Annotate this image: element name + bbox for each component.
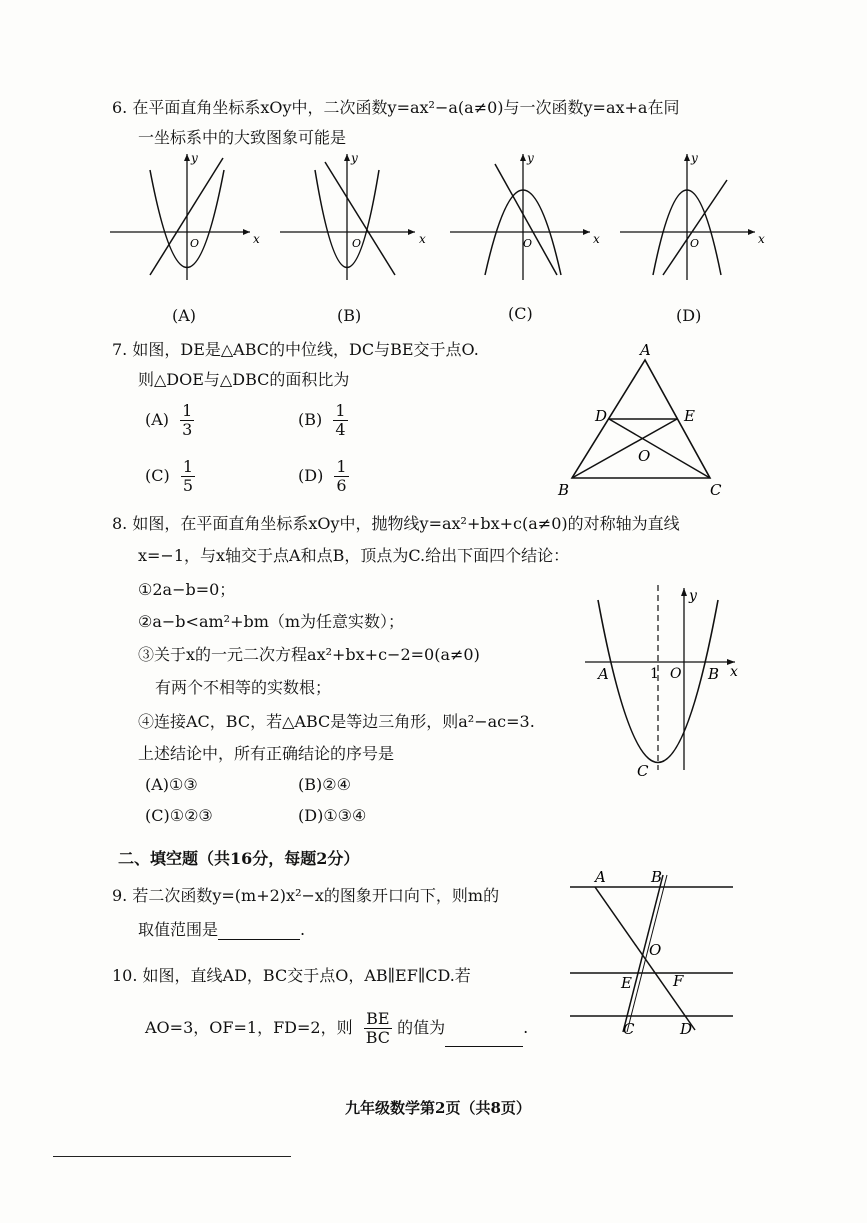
q10-figure bbox=[565, 860, 740, 1040]
q8-line2: x=−1，与x轴交于点A和点B，顶点为C.给出下面四个结论： bbox=[138, 546, 570, 565]
q7-option-b-fraction: $\frac{1}{4}$ bbox=[335, 401, 346, 439]
q10-point-c: C bbox=[623, 1020, 635, 1038]
q7-text-line1: 如图，DE是△ABC的中位线，DC与BE交于点O. bbox=[132, 340, 479, 359]
q6-label-a: (A) bbox=[172, 306, 197, 325]
q9-number: 9. bbox=[112, 886, 128, 905]
q10-text-line1: 如图，直线AD，BC交于点O，AB∥EF∥CD.若 bbox=[142, 966, 471, 985]
q6-d-x-label: x bbox=[758, 232, 765, 246]
q9-end: . bbox=[300, 920, 306, 939]
q6-c-y-label: y bbox=[527, 151, 534, 165]
q8-point-a: A bbox=[598, 665, 609, 683]
q10-point-e: E bbox=[621, 974, 632, 992]
q8-point-c: C bbox=[637, 762, 649, 780]
q7-option-d-label: (D) bbox=[298, 466, 324, 485]
q7-point-d: D bbox=[595, 407, 608, 425]
q8-conclusion-3a: ③关于x的一元二次方程ax²+bx+c−2=0(a≠0) bbox=[138, 645, 480, 664]
q10-point-o: O bbox=[649, 941, 662, 959]
q10-fraction: $\frac{BE}{BC}$ bbox=[365, 1009, 390, 1047]
section2-title: 二、填空题（共16分，每题2分） bbox=[118, 849, 360, 868]
q6-line2: 一坐标系中的大致图象可能是 bbox=[138, 128, 347, 147]
q7-option-d bbox=[298, 458, 349, 495]
q6-text-line1: 在平面直角坐标系xOy中，二次函数y=ax²−a(a≠0)与一次函数y=ax+a在同 bbox=[132, 98, 680, 117]
q8-origin: O bbox=[670, 666, 682, 682]
q6-label-c: (C) bbox=[508, 304, 533, 323]
q8-tick-label: 1 bbox=[650, 666, 659, 682]
q7-point-o: O bbox=[638, 447, 651, 465]
q10-answer-blank[interactable] bbox=[445, 1030, 523, 1047]
q6-a-origin: O bbox=[190, 237, 200, 250]
q7-option-b-label: (B) bbox=[298, 410, 323, 429]
q8-text-line1: 如图，在平面直角坐标系xOy中，抛物线y=ax²+bx+c(a≠0)的对称轴为直线 bbox=[132, 514, 680, 533]
q7-point-e: E bbox=[684, 407, 695, 425]
q9-text-line2: 取值范围是 bbox=[138, 920, 219, 939]
q8-option-a: (A)①③ bbox=[145, 775, 198, 794]
q8-conclusion-3b: 有两个不相等的实数根； bbox=[155, 678, 332, 697]
q6-d-y-label: y bbox=[691, 151, 698, 165]
q6-b-origin: O bbox=[352, 237, 362, 250]
q8-option-b: (B)②④ bbox=[298, 775, 351, 794]
q10-line2 bbox=[145, 1010, 528, 1047]
q9-line1 bbox=[112, 886, 499, 906]
q10-text-line2b: 的值为 bbox=[397, 1018, 446, 1037]
q7-option-d-fraction: $\frac{1}{6}$ bbox=[336, 457, 347, 495]
q8-number: 8. bbox=[112, 514, 128, 533]
q7-option-a-fraction: $\frac{1}{3}$ bbox=[182, 401, 193, 439]
q10-point-f: F bbox=[673, 972, 684, 990]
q7-number: 7. bbox=[112, 340, 128, 359]
q8-question: 上述结论中，所有正确结论的序号是 bbox=[138, 744, 395, 763]
q10-text-line2a: AO=3，OF=1，FD=2，则 bbox=[145, 1018, 353, 1037]
q6-a-x-label: x bbox=[253, 232, 260, 246]
q7-point-b: B bbox=[558, 481, 570, 499]
q6-d-origin: O bbox=[690, 237, 700, 250]
q7-option-a-label: (A) bbox=[145, 410, 170, 429]
q10-point-a: A bbox=[595, 868, 606, 886]
q9-line2 bbox=[138, 920, 305, 940]
q10-point-d: D bbox=[680, 1020, 693, 1038]
q9-answer-blank[interactable] bbox=[218, 923, 300, 940]
q7-line1 bbox=[112, 340, 479, 360]
q8-y-label: y bbox=[689, 588, 697, 604]
q10-line1 bbox=[112, 966, 471, 986]
q6-a-y-label: y bbox=[191, 151, 198, 165]
q6-b-y-label: y bbox=[351, 151, 358, 165]
q6-graph-b bbox=[275, 150, 430, 285]
q8-x-label: x bbox=[730, 664, 738, 680]
q8-conclusion-2: ②a−b<am²+bm（m为任意实数）； bbox=[138, 612, 405, 631]
q7-option-c-fraction: $\frac{1}{5}$ bbox=[182, 457, 194, 495]
q6-graph-d bbox=[615, 150, 770, 285]
q7-point-a: A bbox=[640, 341, 651, 359]
q10-number: 10. bbox=[112, 966, 138, 985]
q6-c-x-label: x bbox=[593, 232, 600, 246]
q7-option-c bbox=[145, 458, 195, 495]
q10-point-b: B bbox=[651, 868, 663, 886]
q6-number: 6. bbox=[112, 98, 128, 117]
q6-label-b: (B) bbox=[337, 306, 362, 325]
q8-conclusion-1: ①2a−b=0； bbox=[138, 580, 236, 599]
q8-conclusion-4: ④连接AC，BC，若△ABC是等边三角形，则a²−ac=3. bbox=[138, 712, 535, 731]
q7-option-c-label: (C) bbox=[145, 466, 170, 485]
q7-point-c: C bbox=[710, 481, 722, 499]
q6-graph-c bbox=[445, 150, 600, 285]
q8-parabola-figure bbox=[580, 580, 745, 780]
q8-line1 bbox=[112, 514, 680, 534]
q6-label-d: (D) bbox=[676, 306, 702, 325]
q8-option-d: (D)①③④ bbox=[298, 806, 367, 825]
q6-c-origin: O bbox=[523, 237, 533, 250]
q7-triangle-figure bbox=[550, 335, 740, 505]
q8-option-c: (C)①②③ bbox=[145, 806, 213, 825]
page-footer: 九年级数学第2页（共8页） bbox=[345, 1099, 531, 1117]
q6-b-x-label: x bbox=[419, 232, 426, 246]
q7-option-a bbox=[145, 402, 194, 439]
q6-graph-a bbox=[105, 150, 260, 285]
q10-end: . bbox=[523, 1018, 529, 1037]
q6-line1 bbox=[112, 98, 679, 118]
footer-rule bbox=[53, 1156, 291, 1157]
q8-point-b: B bbox=[708, 665, 720, 683]
q7-line2: 则△DOE与△DBC的面积比为 bbox=[138, 370, 350, 389]
q7-option-b bbox=[298, 402, 348, 439]
q9-text-line1: 若二次函数y=(m+2)x²−x的图象开口向下，则m的 bbox=[132, 886, 500, 905]
